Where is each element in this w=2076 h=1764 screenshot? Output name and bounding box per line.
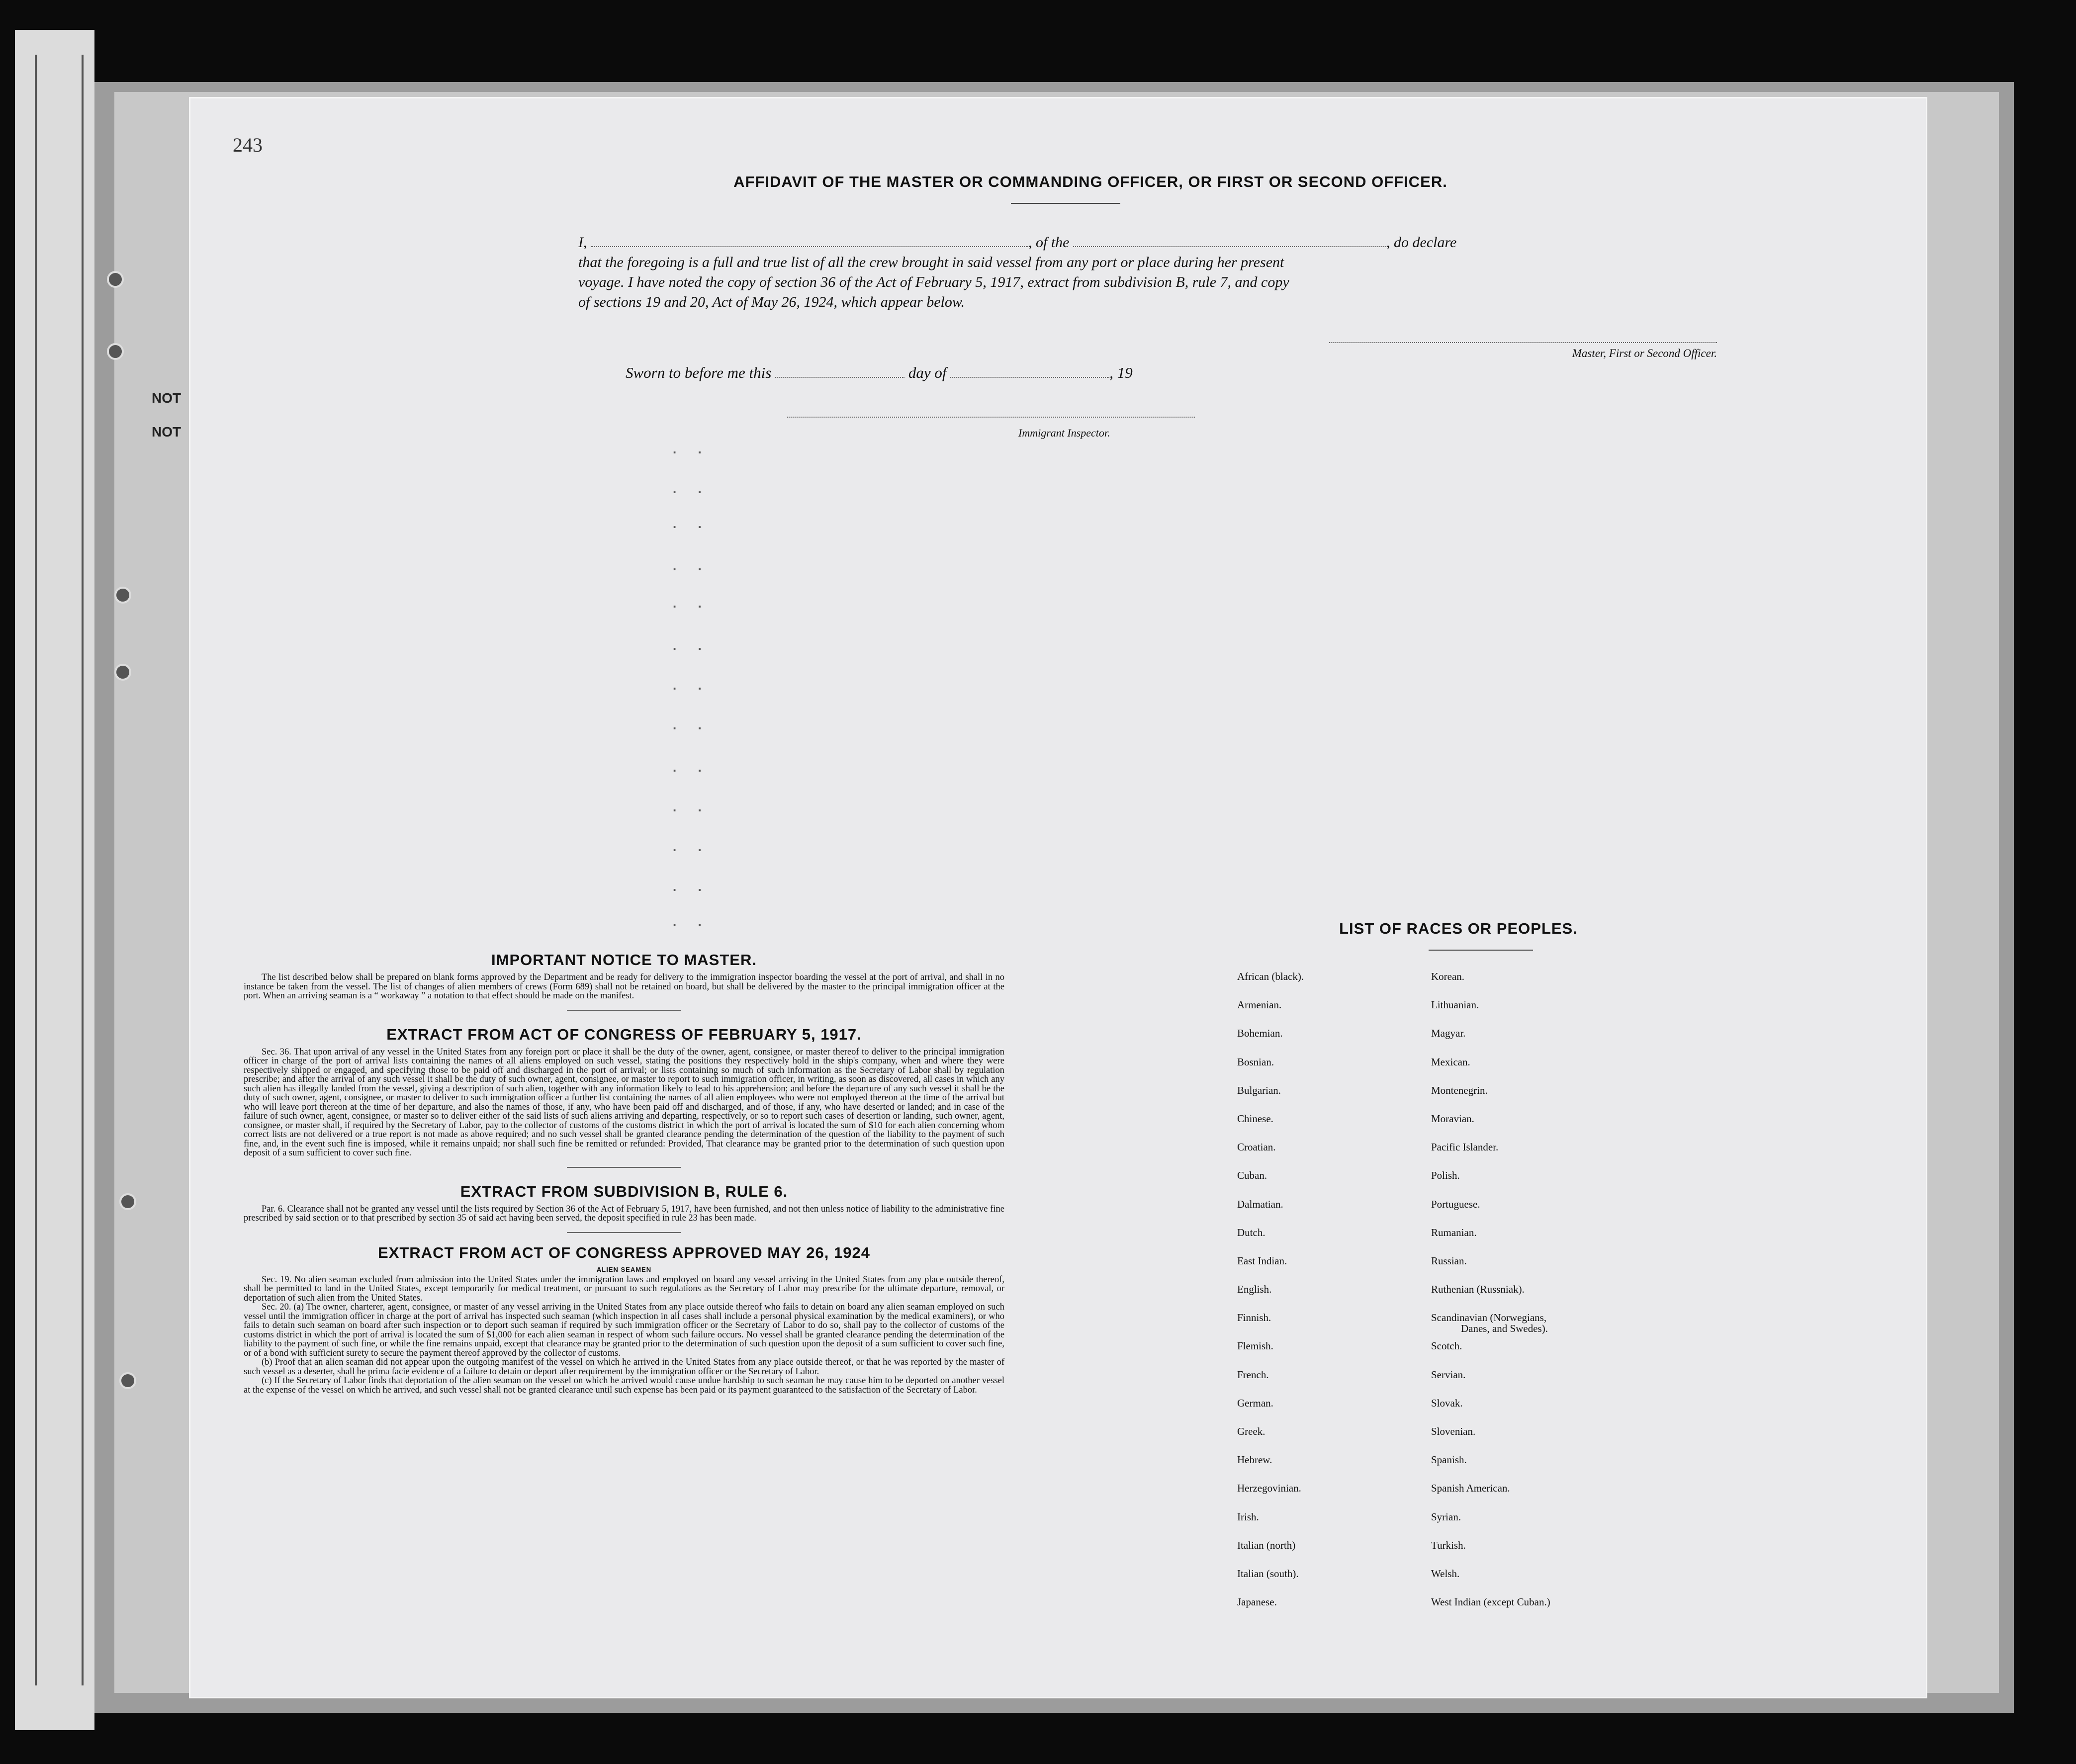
race-entry: Mexican. bbox=[1431, 1056, 1470, 1068]
extract-rule6-text: Par. 6. Clearance shall not be granted any vessel until the lists required by Section 36 of the Act of February 5, 1917, have been furnished, and not then unless notice of liability to the administrative fine prescribed by said section or to that prescribed by section 35 of said act having been served, the deposit specified in rule 23 has been made. bbox=[244, 1204, 1004, 1223]
race-entry: Irish. bbox=[1237, 1510, 1259, 1523]
race-entry: Rumanian. bbox=[1431, 1226, 1477, 1238]
manifest-sheet bbox=[189, 97, 1927, 1698]
binder-flap bbox=[35, 55, 84, 1685]
page-number: 243 bbox=[233, 134, 263, 156]
affidavit-of-label: , of the bbox=[1028, 234, 1070, 251]
show-through-mark: . . bbox=[673, 516, 711, 531]
race-entry: Pacific Islander. bbox=[1431, 1141, 1499, 1153]
race-entry: Servian. bbox=[1431, 1368, 1466, 1381]
binder-ring bbox=[107, 343, 124, 360]
race-entry: Montenegrin. bbox=[1431, 1084, 1488, 1096]
race-entry: Finnish. bbox=[1237, 1312, 1271, 1324]
sworn-label: Sworn to before me this bbox=[626, 364, 772, 381]
extract-rule6-heading: EXTRACT FROM SUBDIVISION B, RULE 6. bbox=[460, 1182, 788, 1200]
race-entry: Korean. bbox=[1431, 970, 1465, 982]
show-through-mark: . . bbox=[673, 481, 711, 496]
year-label: , 19 bbox=[1109, 364, 1133, 381]
race-entry: Flemish. bbox=[1237, 1340, 1273, 1352]
binder-ring bbox=[114, 587, 131, 604]
extract-1924-sec20b: (b) Proof that an alien seaman did not appear upon the outgoing manifest of the vessel on which he arrived in the United States from any place outside thereof, or that he was reported by the master of such vessel as a deserter, shall be prima facie evidence of a failure to detain or deport after requirement by the immigration officer or the Secretary of Labor. bbox=[244, 1357, 1004, 1377]
race-entry: Turkish. bbox=[1431, 1539, 1466, 1551]
race-entry: Scotch. bbox=[1431, 1340, 1462, 1352]
race-entry: Croatian. bbox=[1237, 1141, 1276, 1153]
show-through-mark: . . bbox=[673, 596, 711, 611]
affidavit-line-2: that the foregoing is a full and true list of all the crew brought in said vessel from any port or place during her present bbox=[578, 254, 1284, 270]
race-entry: Bohemian. bbox=[1237, 1027, 1283, 1040]
race-entry: Chinese. bbox=[1237, 1112, 1273, 1125]
signature-label: Master, First or Second Officer. bbox=[1572, 347, 1717, 359]
show-through-mark: . . bbox=[673, 441, 711, 456]
notice-column bbox=[244, 951, 1004, 1395]
show-through-mark: . . bbox=[673, 839, 711, 854]
affidavit-declare-label: , do declare bbox=[1386, 234, 1457, 251]
extract-1924-sec19: Sec. 19. No alien seaman excluded from admission into the United States under the immigration laws and employed on board any vessel arriving in the United States from any place outside thereof, shall be permitted to land in the United States, except temporarily for medical treatment, or pursuant to such regulations as the Secretary of Labor may prescribe for the ultimate departure, removal, or deportation of such alien from the United States. bbox=[244, 1274, 1004, 1303]
race-entry: Magyar. bbox=[1431, 1027, 1466, 1040]
inspector-label: Immigrant Inspector. bbox=[1018, 427, 1110, 439]
master-name-field[interactable] bbox=[591, 233, 1028, 247]
binder-ring bbox=[119, 1193, 136, 1210]
race-entry: French. bbox=[1237, 1368, 1269, 1381]
race-entry: Polish. bbox=[1431, 1169, 1460, 1182]
divider bbox=[567, 1167, 681, 1168]
extract-1917-text: Sec. 36. That upon arrival of any vessel in the United States from any foreign port or place it shall be the duty of the owner, agent, consignee, or master thereof to deliver to the principal immigration officer in charge of the port of arrival lists containing the names of all aliens employed on such vessel, stating the positions they respectively hold in the ship's company, when and where they were respectively shipped or engaged, and specifying those to be paid off and discharged in the port of arrival; or lists containing so much of such information as the Secretary of Labor shall by regulation prescribe; and after the arrival of any such vessel it shall be the duty of such owner, agent, consignee, or master to report to such immigration officer, in writing, as soon as discovered, all cases in which any such alien has illegally landed from the vessel, giving a description of such alien, together with any information likely to lead to his apprehension; and before the departure of any such vessel it shall be the duty of such owner, agent, consignee, or master to deliver to such immigration officer a further list containing the names of all alien employees who were not employed thereon at the time of the arrival but who will leave port thereon at the time of her departure, and also the names of those, if any, who have been paid off and discharged, and of those, if any, who have deserted or landed; and in case of the failure of such owner, agent, consignee, or master so to deliver either of the said lists of such aliens arriving and departing, respectively, or so to report such cases of desertion or landing, such owner, agent, consignee, or master shall, if required by the Secretary of Labor, pay to the collector of customs of the customs district in which the port of arrival is located the sum of $10 for each alien concerning whom correct lists are not delivered or a true report is not made as above required; and no such vessel shall be granted clearance pending the determination of the question of the liability to the payment of such fine, and, in the event such fine is imposed, while it remains unpaid; nor shall such fine be remitted or refunded: Provided, That clearance may be granted prior to the determination of such question upon deposit of a sum sufficient to cover such fine. bbox=[244, 1047, 1004, 1158]
notice-heading: IMPORTANT NOTICE TO MASTER. bbox=[491, 951, 757, 969]
binder-strip bbox=[15, 30, 94, 1730]
race-entry: Slovenian. bbox=[1431, 1425, 1476, 1437]
race-entry: Syrian. bbox=[1431, 1510, 1461, 1523]
race-entry bbox=[1431, 1312, 1550, 1340]
master-signature-field[interactable] bbox=[1329, 342, 1717, 343]
binder-ring bbox=[114, 664, 131, 681]
race-entry: Herzegovinian. bbox=[1237, 1482, 1301, 1495]
race-entry: Hebrew. bbox=[1237, 1454, 1272, 1466]
race-entry: Welsh. bbox=[1431, 1567, 1460, 1580]
sworn-line bbox=[626, 364, 1133, 382]
show-through-mark: . . bbox=[673, 879, 711, 894]
race-entry: Cuban. bbox=[1237, 1169, 1267, 1182]
extract-1924-heading: EXTRACT FROM ACT OF CONGRESS APPROVED MAY 26, 1924 bbox=[378, 1243, 870, 1261]
races-underline bbox=[1429, 950, 1533, 951]
extract-1924-sec20c: (c) If the Secretary of Labor finds that deportation of the alien seaman on the vessel on which he arrived would cause undue hardship to such seaman he may cause him to be deported on another vessel at the expense of the vessel on which he arrived, and such vessel shall not be granted clearance until such expense has been paid or its payment guaranteed to the satisfaction of the Secretary of Labor. bbox=[244, 1376, 1004, 1395]
margin-label: NOT bbox=[152, 390, 181, 406]
races-column-1 bbox=[1237, 971, 1304, 1625]
sworn-month-field[interactable] bbox=[950, 364, 1109, 378]
race-entry: West Indian (except Cuban.) bbox=[1431, 1596, 1550, 1608]
race-entry: Dutch. bbox=[1237, 1226, 1265, 1238]
affidavit-body bbox=[578, 233, 1737, 312]
race-entry: Italian (north) bbox=[1237, 1539, 1296, 1551]
show-through-mark: . . bbox=[673, 638, 711, 653]
extract-1917-heading: EXTRACT FROM ACT OF CONGRESS OF FEBRUARY 5, 1917. bbox=[386, 1025, 862, 1043]
binder-ring bbox=[107, 271, 124, 288]
notice-text: The list described below shall be prepared on blank forms approved by the Department and be ready for delivery to the immigration inspector boarding the vessel at the port of arrival, and shall in no instance be taken from the vessel. The list of changes of alien members of crews (Form 689) shall not be retained on board, but shall be delivered by the master to the principal immigration officer at the port. When an arriving seaman is a “ workaway ” a notation to that effect should be made on the manifest. bbox=[244, 972, 1004, 1001]
race-entry: Spanish. bbox=[1431, 1454, 1467, 1466]
show-through-mark: . . bbox=[673, 678, 711, 693]
affidavit-i-label: I, bbox=[578, 234, 587, 251]
affidavit-line-4: of sections 19 and 20, Act of May 26, 1924, which appear below. bbox=[578, 294, 965, 310]
affidavit-title: AFFIDAVIT OF THE MASTER OR COMMANDING OFFICER, OR FIRST OR SECOND OFFICER. bbox=[733, 173, 1447, 190]
binder-ring bbox=[119, 1372, 136, 1389]
show-through-mark: . . bbox=[673, 717, 711, 732]
race-entry-line: Scandinavian (Norwegians, bbox=[1431, 1312, 1547, 1324]
vessel-name-field[interactable] bbox=[1073, 233, 1386, 247]
show-through-mark: . . bbox=[673, 799, 711, 814]
race-entry: Ruthenian (Russniak). bbox=[1431, 1283, 1525, 1296]
race-entry: Bulgarian. bbox=[1237, 1084, 1281, 1096]
race-entry: East Indian. bbox=[1237, 1254, 1287, 1267]
title-underline bbox=[1011, 203, 1120, 204]
show-through-mark: . . bbox=[673, 760, 711, 775]
day-of-label: day of bbox=[908, 364, 947, 381]
affidavit-line-3: voyage. I have noted the copy of section 36 of the Act of February 5, 1917, extract from subdivision B, rule 7, and copy bbox=[578, 274, 1289, 290]
race-entry: Spanish American. bbox=[1431, 1482, 1510, 1495]
extract-1924-sec20a: Sec. 20. (a) The owner, charterer, agent, consignee, or master of any vessel arriving in the United States from any place outside thereof who fails to detain on board any alien seaman employed on such vessel until the immigration officer in charge at the port of arrival has inspected such seaman (which inspection in all cases shall include a personal physical examination by the medical examiners), or who fails to detain such seaman on board after such inspection or to deport such seaman if required by such immigration officer or the Secretary of Labor to do so, shall pay to the collector of customs of the customs district in which the port of arrival is located the sum of $1,000 for each alien seaman in respect of whom such failure occurs. No vessel shall be granted clearance pending the determination of the liability to the payment of such fine, or while the fine remains unpaid, except that clearance may be granted prior to the determination of such question upon the deposit of a sum sufficient to cover such fine, or of a bond with sufficient surety to secure the payment thereof approved by the collector of customs. bbox=[244, 1302, 1004, 1358]
race-entry: English. bbox=[1237, 1283, 1272, 1296]
extract-1924-subheading: ALIEN SEAMEN bbox=[596, 1265, 652, 1273]
races-heading: LIST OF RACES OR PEOPLES. bbox=[1339, 920, 1578, 937]
race-entry: Japanese. bbox=[1237, 1596, 1277, 1608]
races-column-2 bbox=[1431, 971, 1550, 1625]
race-entry: Dalmatian. bbox=[1237, 1198, 1283, 1210]
sworn-day-field[interactable] bbox=[775, 364, 904, 378]
affidavit-line-1 bbox=[578, 233, 1737, 253]
show-through-mark: . . bbox=[673, 914, 711, 929]
divider bbox=[567, 1232, 681, 1233]
race-entry: Greek. bbox=[1237, 1425, 1265, 1437]
race-entry: Lithuanian. bbox=[1431, 999, 1479, 1011]
race-entry: African (black). bbox=[1237, 970, 1304, 982]
race-entry: Bosnian. bbox=[1237, 1056, 1274, 1068]
divider bbox=[567, 1010, 681, 1011]
race-entry-continuation: Danes, and Swedes). bbox=[1461, 1323, 1548, 1335]
show-through-mark: . . bbox=[673, 558, 711, 573]
race-entry: Portuguese. bbox=[1431, 1198, 1480, 1210]
race-entry: Moravian. bbox=[1431, 1112, 1474, 1125]
race-entry: Slovak. bbox=[1431, 1397, 1463, 1409]
race-entry: Italian (south). bbox=[1237, 1567, 1299, 1580]
race-entry: German. bbox=[1237, 1397, 1273, 1409]
inspector-signature-field[interactable] bbox=[787, 417, 1195, 418]
race-entry: Armenian. bbox=[1237, 999, 1282, 1011]
race-entry: Russian. bbox=[1431, 1254, 1467, 1267]
margin-label: NOT bbox=[152, 424, 181, 440]
